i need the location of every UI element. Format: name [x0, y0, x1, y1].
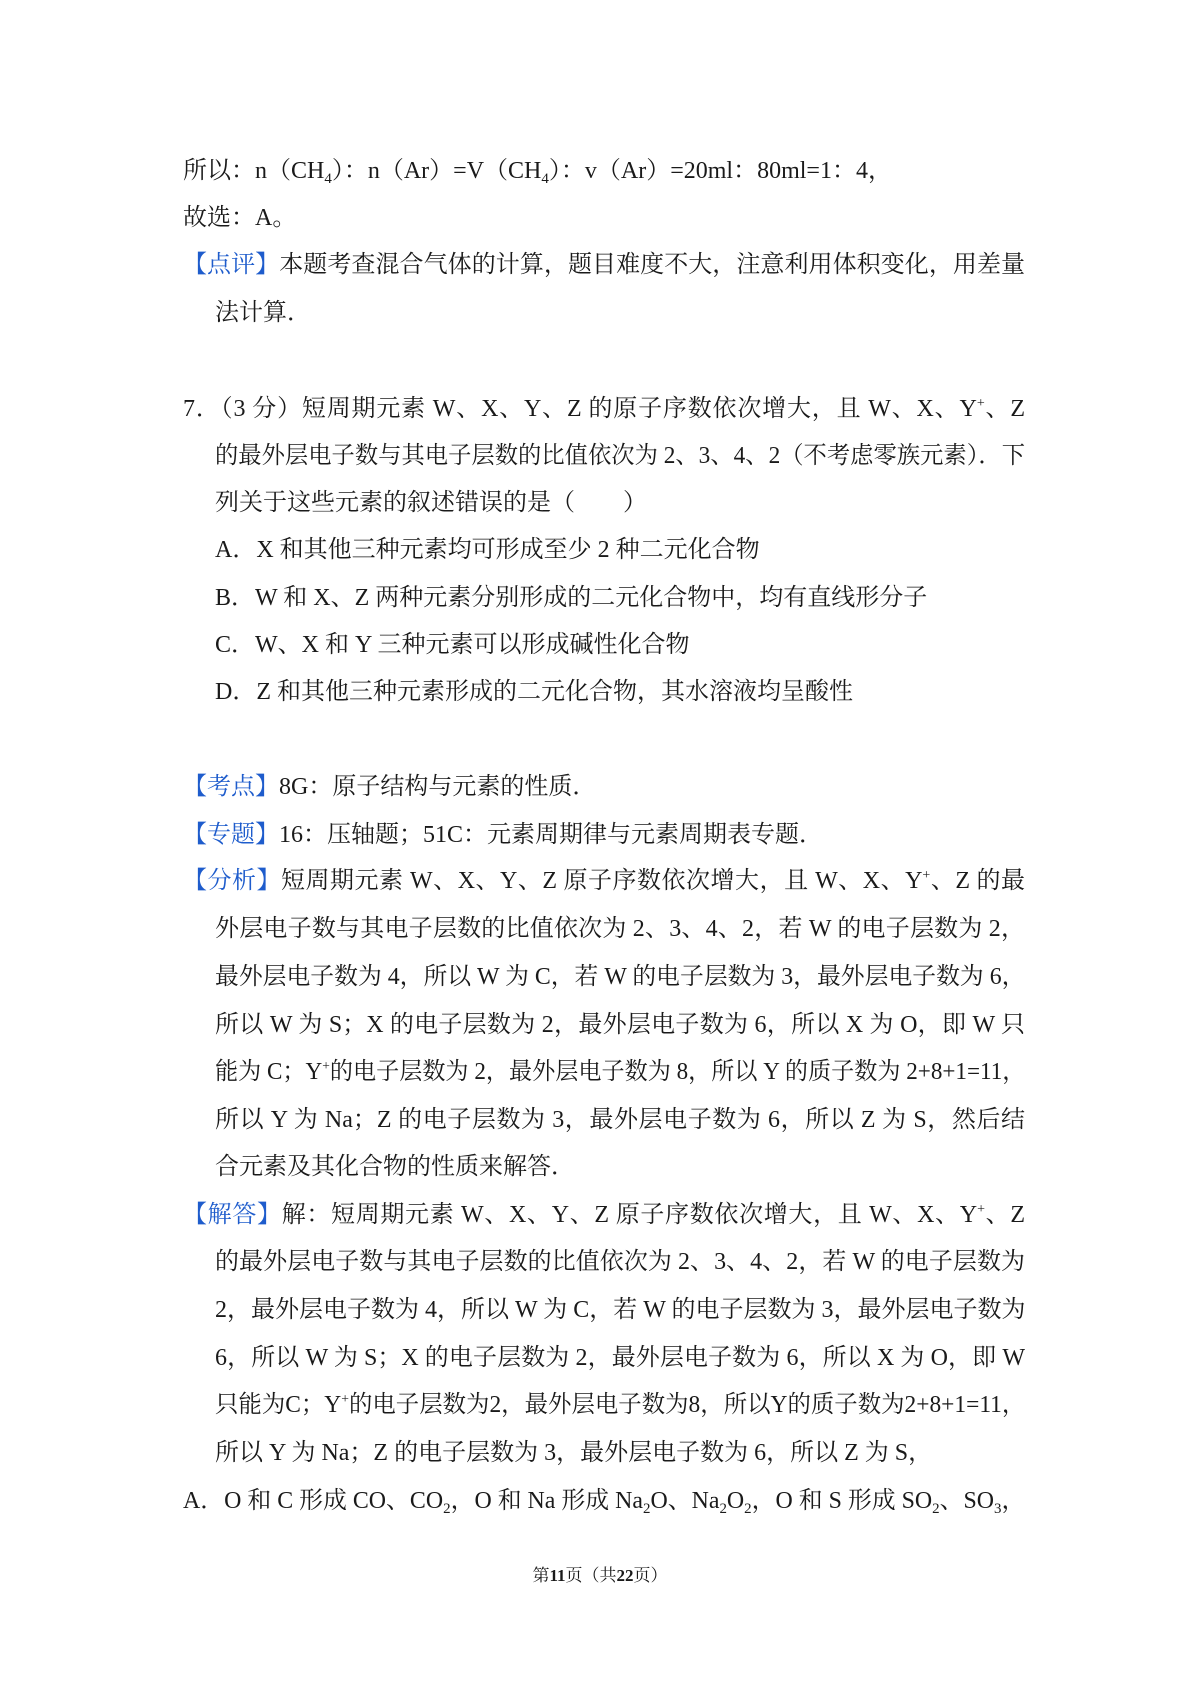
superscript: + — [976, 396, 985, 411]
page-footer — [0, 1564, 1200, 1588]
topic-tag: 【专题】 — [183, 822, 279, 848]
superscript: + — [322, 1059, 330, 1074]
analysis-line: 所以 Y 为 Na；Z 的电子层数为 3，最外层电子数为 6，所以 Z 为 S，然后结 — [215, 1107, 1025, 1133]
text-run: ，O 和 S 形成 SO — [751, 1488, 933, 1514]
comment-line: 法计算． — [215, 300, 311, 326]
answer-tag: 【解答】 — [183, 1202, 282, 1228]
text-run: 解：短周期元素 W、X、Y、Z 原子序数依次增大，且 W、X、Y — [281, 1202, 978, 1228]
answer-line: 的最外层电子数与其电子层数的比值依次为 2、3、4、2，若 W 的电子层数为 — [215, 1249, 1025, 1275]
analysis-tag: 【分析】 — [183, 868, 282, 894]
text-run: 的电子层数为 2，最外层电子数为 8，所以 Y 的质子数为 2+8+1=11， — [329, 1059, 1026, 1085]
option-d — [215, 676, 853, 708]
text-run: ， — [1001, 1488, 1026, 1514]
analysis-line: 外层电子数与其电子层数的比值依次为 2、3、4、2，若 W 的电子层数为 2， — [215, 916, 1025, 942]
option-b — [215, 582, 927, 614]
answer-option-a-line — [183, 1485, 1026, 1517]
question-stem-line — [183, 393, 1025, 425]
text-run: 、Z 的最 — [930, 868, 1025, 894]
text-run: 能为 C；Y — [215, 1059, 323, 1085]
comment-tag: 【点评】 — [183, 252, 280, 278]
option-label: B． — [215, 585, 256, 611]
text-run: ）：n（Ar）=V（CH — [331, 158, 542, 184]
option-label: C． — [215, 632, 256, 658]
question-stem-line: 的最外层电子数与其电子层数的比值依次为 2、3、4、2（不考虑零族元素）．下 — [215, 443, 1025, 469]
answer-line: 6，所以 W 为 S；X 的电子层数为 2，最外层电子数为 6，所以 X 为 O，即 W — [215, 1345, 1025, 1371]
superscript: + — [341, 1392, 349, 1407]
footer-prefix: 第 — [532, 1566, 550, 1585]
page-total: 22 — [616, 1566, 634, 1585]
question-number: 7． — [183, 396, 221, 422]
text-run: 、SO — [939, 1488, 995, 1514]
page-number: 11 — [549, 1566, 566, 1585]
text-run: 、Z — [984, 396, 1026, 422]
text-run: 的电子层数为2，最外层电子数为8，所以Y的质子数为2+8+1=11， — [348, 1392, 1026, 1418]
option-text: W、X 和 Y 三种元素可以形成碱性化合物 — [255, 632, 690, 658]
text-run: ，O 和 Na 形成 Na — [450, 1488, 643, 1514]
option-label: A． — [215, 537, 257, 563]
answer-line — [215, 1389, 1026, 1421]
text-run: 、Z — [985, 1202, 1026, 1228]
solution-ratio-line — [183, 155, 892, 187]
footer-middle: 页（共 — [565, 1566, 617, 1585]
analysis-line: 合元素及其化合物的性质来解答． — [215, 1154, 575, 1180]
text-run: 只能为C；Y — [215, 1392, 342, 1418]
question-score: （3 分） — [220, 396, 302, 422]
text-run: 短周期元素 W、X、Y、Z 的原子序数依次增大，且 W、X、Y — [301, 396, 977, 422]
option-c — [215, 629, 689, 661]
text-run: ）：v（Ar）=20ml：80ml=1：4， — [548, 158, 892, 184]
option-text: X 和其他三种元素均可形成至少 2 种二元化合物 — [256, 537, 760, 563]
answer-line: 2，最外层电子数为 4，所以 W 为 C，若 W 的电子层数为 3，最外层电子数为 — [215, 1297, 1026, 1323]
option-text: W 和 X、Z 两种元素分别形成的二元化合物中，均有直线形分子 — [255, 585, 928, 611]
footer-suffix: 页） — [633, 1566, 668, 1585]
solution-answer-line: 故选：A。 — [183, 205, 297, 231]
subscript: 2 — [932, 1501, 940, 1517]
superscript: + — [922, 868, 931, 883]
option-text: Z 和其他三种元素形成的二元化合物，其水溶液均呈酸性 — [256, 679, 854, 705]
subscript: 4 — [541, 171, 549, 187]
option-a — [215, 534, 760, 566]
analysis-line: 最外层电子数为 4，所以 W 为 C，若 W 的电子层数为 3，最外层电子数为 6， — [215, 964, 1026, 990]
subscript: 4 — [324, 171, 332, 187]
answer-line — [183, 1199, 1025, 1231]
text-run: 16：压轴题；51C：元素周期律与元素周期表专题． — [279, 822, 824, 848]
subscript: 3 — [994, 1501, 1002, 1517]
subscript: 2 — [744, 1501, 752, 1517]
subscript: 2 — [642, 1501, 651, 1517]
text-run: 8G：原子结构与元素的性质． — [279, 774, 597, 800]
answer-line: 所以 Y 为 Na；Z 的电子层数为 3，最外层电子数为 6，所以 Z 为 S， — [215, 1440, 933, 1466]
text-run: 本题考查混合气体的计算，题目难度不大，注意利用体积变化，用差量 — [279, 252, 1026, 278]
subscript: 2 — [443, 1501, 451, 1517]
text-run: 短周期元素 W、X、Y、Z 原子序数依次增大，且 W、X、Y — [281, 868, 923, 894]
text-run: O、Na — [650, 1488, 720, 1514]
analysis-line — [215, 1056, 1026, 1088]
text-run: A．O 和 C 形成 CO、CO — [183, 1488, 444, 1514]
topic-line — [183, 819, 823, 851]
question-stem-line: 列关于这些元素的叙述错误的是（ ） — [215, 490, 647, 516]
text-run: O — [726, 1488, 745, 1514]
knowledge-point-line — [183, 771, 596, 803]
superscript: + — [977, 1202, 985, 1217]
subscript: 2 — [719, 1501, 727, 1517]
option-label: D． — [215, 679, 257, 705]
comment-line — [183, 249, 1025, 281]
text-run: 所以：n（CH — [183, 158, 325, 184]
analysis-line — [183, 865, 1025, 897]
analysis-line: 所以 W 为 S；X 的电子层数为 2，最外层电子数为 6，所以 X 为 O，即 W 只 — [215, 1012, 1025, 1038]
knowledge-point-tag: 【考点】 — [183, 774, 279, 800]
